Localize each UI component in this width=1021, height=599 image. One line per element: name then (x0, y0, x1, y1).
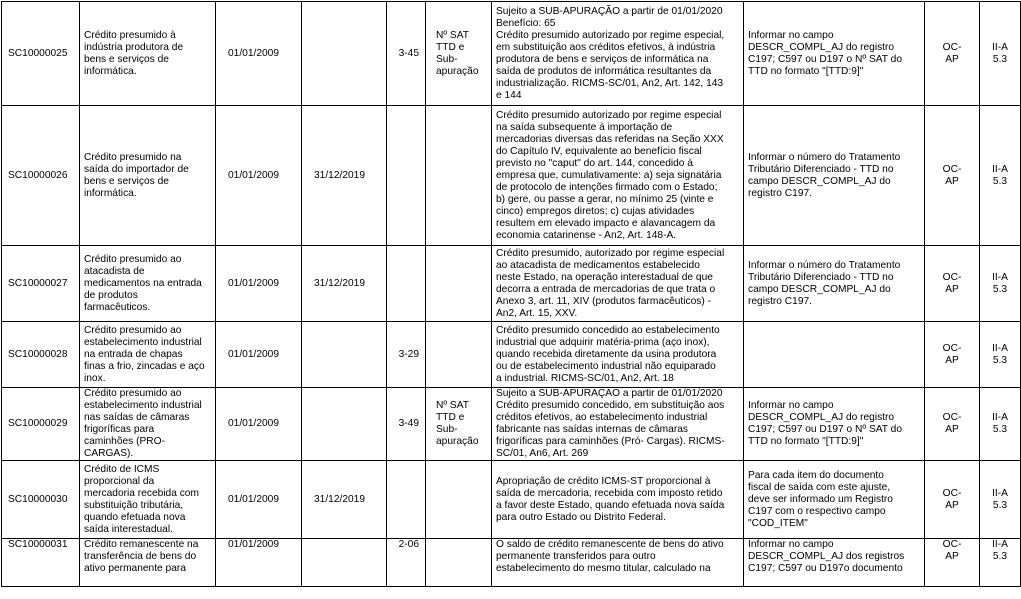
sat-ttd-text: Nº SAT TTD e Sub- apuração (436, 29, 479, 77)
instructions-cell (744, 246, 925, 322)
type-cell (925, 461, 980, 539)
table-row (2, 2, 1021, 106)
start-date-text: 01/01/2009 (228, 539, 279, 550)
annex-text: II-A 5.3 (992, 412, 1008, 435)
legal-basis-cell (492, 106, 744, 246)
legal-basis-cell (492, 2, 744, 106)
table-row (2, 388, 1021, 461)
sat-ttd-cell (426, 2, 492, 106)
type-cell (925, 106, 980, 246)
sat-ttd-cell (426, 388, 492, 461)
item-cell (387, 461, 426, 539)
description-text: Crédito remanescente na transferência de bens do ativo permanente para (84, 539, 199, 574)
description-text: Crédito presumido à indústria produtora de bens e serviços de informática. (84, 29, 184, 77)
instructions-cell (744, 539, 925, 587)
annex-cell (980, 106, 1021, 246)
table-body (2, 2, 1021, 587)
item-cell (387, 246, 426, 322)
annex-cell (980, 322, 1021, 388)
item-cell (387, 2, 426, 106)
adjustment-codes-table (1, 1, 1021, 587)
end-date-cell (302, 2, 387, 106)
table-row (2, 461, 1021, 539)
end-date-cell (302, 322, 387, 388)
adjustment-code-text: SC10000026 (8, 169, 68, 181)
end-date-cell (302, 106, 387, 246)
adjustment-code-text: SC10000031 (8, 539, 68, 550)
adjustment-code-cell (2, 539, 80, 587)
item-text: 2-06 (398, 539, 419, 550)
adjustment-code-text: SC10000028 (8, 348, 68, 360)
type-text: OC- AP (942, 271, 962, 295)
sat-ttd-cell (426, 461, 492, 539)
start-date-text: 01/01/2009 (228, 348, 279, 360)
legal-basis-cell (492, 322, 744, 388)
type-text: OC- AP (942, 41, 962, 65)
adjustment-code-text: SC10000027 (8, 277, 68, 289)
adjustment-code-text: SC10000030 (8, 493, 68, 505)
adjustment-code-cell (2, 246, 80, 322)
start-date-cell (216, 322, 302, 388)
annex-text: II-A 5.3 (992, 487, 1008, 511)
sat-ttd-cell (426, 539, 492, 587)
type-text: OC- AP (942, 539, 962, 562)
annex-cell (980, 2, 1021, 106)
end-date-cell (302, 388, 387, 461)
description-text: Crédito presumido na saída do importador de bens e serviços de informática. (84, 151, 189, 199)
legal-basis-cell (492, 246, 744, 322)
legal-basis-text: O saldo de crédito remanescente de bens do ativo permanente transferidos para outro estabelecimento do mesmo titular, calculado na (496, 539, 724, 574)
sat-ttd-cell (426, 106, 492, 246)
adjustment-code-cell (2, 106, 80, 246)
instructions-text: Informar no campo DESCR_COMPL_AJ do registro C197; C597 ou D197 o Nº SAT do TTD no formato "[TTD:9]" (748, 400, 902, 447)
annex-text: II-A 5.3 (992, 163, 1008, 187)
sat-ttd-cell (426, 246, 492, 322)
description-cell (80, 2, 216, 106)
description-cell (80, 461, 216, 539)
instructions-cell (744, 2, 925, 106)
item-cell (387, 106, 426, 246)
type-cell (925, 388, 980, 461)
description-text: Crédito de ICMS proporcional da mercadoria recebida com substituição tributária, quando efetuada nova saída interestadual. (84, 463, 199, 535)
legal-basis-text: Crédito presumido autorizado por regime especial na saída subsequente à importação de mercadorias diversas das referidas na Seção XXX do Capítulo IV, equivalente ao benefício fiscal previsto no "caput" do art. 144, concedido à empresa que, cumulativamente: a) seja signatária de protocolo de intenções firmado com o Estado; b) gere, ou passe a gerar, no mínimo 25 (vinte e cinco) empregos diretos; c) cujas atividades resultem em elevado impacto e alavancagem da economia catarinense - An2, Art. 148-A. (496, 109, 724, 241)
instructions-text: Para cada item do documento fiscal de saída com este ajuste, deve ser informado um Registro C197 com o respectivo campo "COD_ITEM" (748, 469, 893, 529)
description-cell (80, 539, 216, 587)
instructions-text: Informar no campo DESCR_COMPL_AJ do registro C197; C597 ou D197 o Nº SAT do TTD no formato "[TTD:9]" (748, 29, 902, 77)
table-row (2, 539, 1021, 587)
adjustment-code-text: SC10000025 (8, 47, 68, 59)
annex-cell (980, 388, 1021, 461)
type-text: OC- AP (942, 487, 962, 511)
end-date-cell (302, 246, 387, 322)
description-cell (80, 246, 216, 322)
legal-basis-text: Sujeito a SUB-APURAÇÃO a partir de 01/01/2020 Crédito presumido concedido, em substituição aos créditos efetivos, ao estabelecimento industrial fabricante nas saídas internas de câmaras frigoríficas para caminhões (Pró- Cargas). RICMS- SC/01, An6, Art. 269 (496, 388, 725, 459)
description-text: Crédito presumido ao estabelecimento industrial nas saídas de câmaras frigoríficas para caminhões (PRO- CARGAS). (84, 388, 202, 459)
legal-basis-cell (492, 461, 744, 539)
item-cell (387, 388, 426, 461)
type-cell (925, 539, 980, 587)
annex-cell (980, 246, 1021, 322)
instructions-cell (744, 388, 925, 461)
start-date-cell (216, 388, 302, 461)
type-cell (925, 2, 980, 106)
start-date-cell (216, 246, 302, 322)
adjustment-code-cell (2, 2, 80, 106)
legal-basis-text: Sujeito a SUB-APURAÇÃO a partir de 01/01/2020 Benefício: 65 Crédito presumido autorizado por regime especial, em substituição aos créditos efetivos, à indústria produtora de bens e serviços de informática na saída de produtos de informática resultantes da industrialização. RICMS-SC/01, An2, Art. 142, 143 e 144 (496, 5, 725, 101)
type-cell (925, 322, 980, 388)
end-date-text: 31/12/2019 (314, 493, 365, 505)
item-text: 3-29 (398, 348, 419, 360)
annex-text: II-A 5.3 (992, 271, 1008, 295)
instructions-text: Informar o número do Tratamento Tributário Diferenciado - TTD no campo DESCR_COMPL_AJ do registro C197. (748, 259, 901, 307)
start-date-cell (216, 539, 302, 587)
adjustment-code-cell (2, 322, 80, 388)
description-cell (80, 106, 216, 246)
start-date-text: 01/01/2009 (228, 47, 279, 59)
type-text: OC- AP (942, 342, 962, 366)
instructions-text: Informar no campo DESCR_COMPL_AJ dos registros C197; C597 ou D197o documento (748, 539, 905, 574)
end-date-text: 31/12/2019 (314, 169, 365, 181)
annex-text: II-A 5.3 (992, 539, 1008, 562)
instructions-cell (744, 106, 925, 246)
legal-basis-text: Crédito presumido concedido ao estabelecimento industrial que adquirir matéria-prima (aço inox), quando recebida diretamente da usina produtora ou de estabelecimento industrial não equiparado a industrial. RICMS-SC/01, An2, Art. 18 (496, 324, 720, 384)
end-date-cell (302, 461, 387, 539)
adjustment-code-cell (2, 461, 80, 539)
start-date-text: 01/01/2009 (228, 493, 279, 505)
table-row (2, 246, 1021, 322)
type-text: OC- AP (942, 163, 962, 187)
adjustment-code-cell (2, 388, 80, 461)
end-date-cell (302, 539, 387, 587)
item-text: 3-49 (398, 418, 419, 429)
description-text: Crédito presumido ao estabelecimento industrial na entrada de chapas finas a frio, zincadas e aço inox. (84, 324, 205, 384)
item-cell (387, 322, 426, 388)
sat-ttd-text: Nº SAT TTD e Sub- apuração (436, 400, 479, 447)
annex-text: II-A 5.3 (992, 41, 1008, 65)
instructions-cell (744, 461, 925, 539)
legal-basis-cell (492, 539, 744, 587)
start-date-text: 01/01/2009 (228, 169, 279, 181)
instructions-text: Informar o número do Tratamento Tributário Diferenciado - TTD no campo DESCR_COMPL_AJ do registro C197. (748, 151, 901, 199)
legal-basis-text: Apropriação de crédito ICMS-ST proporcional à saída de mercadoria, recebida com imposto retido a favor deste Estado, quando efetuada nova saída para outro Estado ou Distrito Federal. (496, 475, 725, 523)
item-cell (387, 539, 426, 587)
sat-ttd-cell (426, 322, 492, 388)
table-row (2, 106, 1021, 246)
annex-cell (980, 539, 1021, 587)
description-cell (80, 388, 216, 461)
annex-cell (980, 461, 1021, 539)
start-date-text: 01/01/2009 (228, 277, 279, 289)
instructions-cell (744, 322, 925, 388)
start-date-cell (216, 106, 302, 246)
description-cell (80, 322, 216, 388)
type-cell (925, 246, 980, 322)
type-text: OC- AP (942, 412, 962, 435)
start-date-cell (216, 461, 302, 539)
annex-text: II-A 5.3 (992, 342, 1008, 366)
description-text: Crédito presumido ao atacadista de medicamentos na entrada de produtos farmacêuticos. (84, 253, 202, 313)
start-date-cell (216, 2, 302, 106)
start-date-text: 01/01/2009 (228, 418, 279, 429)
end-date-text: 31/12/2019 (314, 277, 365, 289)
legal-basis-text: Crédito presumido, autorizado por regime especial ao atacadista de medicamentos estabelecido neste Estado, na operação interestadual de que decorra a entrada de mercadorias de que trata o Anexo 3, art. 11, XIV (produtos farmacêuticos) - An2, Art. 15, XXV. (496, 247, 725, 319)
item-text: 3-45 (398, 47, 419, 59)
adjustment-code-text: SC10000029 (8, 418, 68, 429)
table-row (2, 322, 1021, 388)
legal-basis-cell (492, 388, 744, 461)
